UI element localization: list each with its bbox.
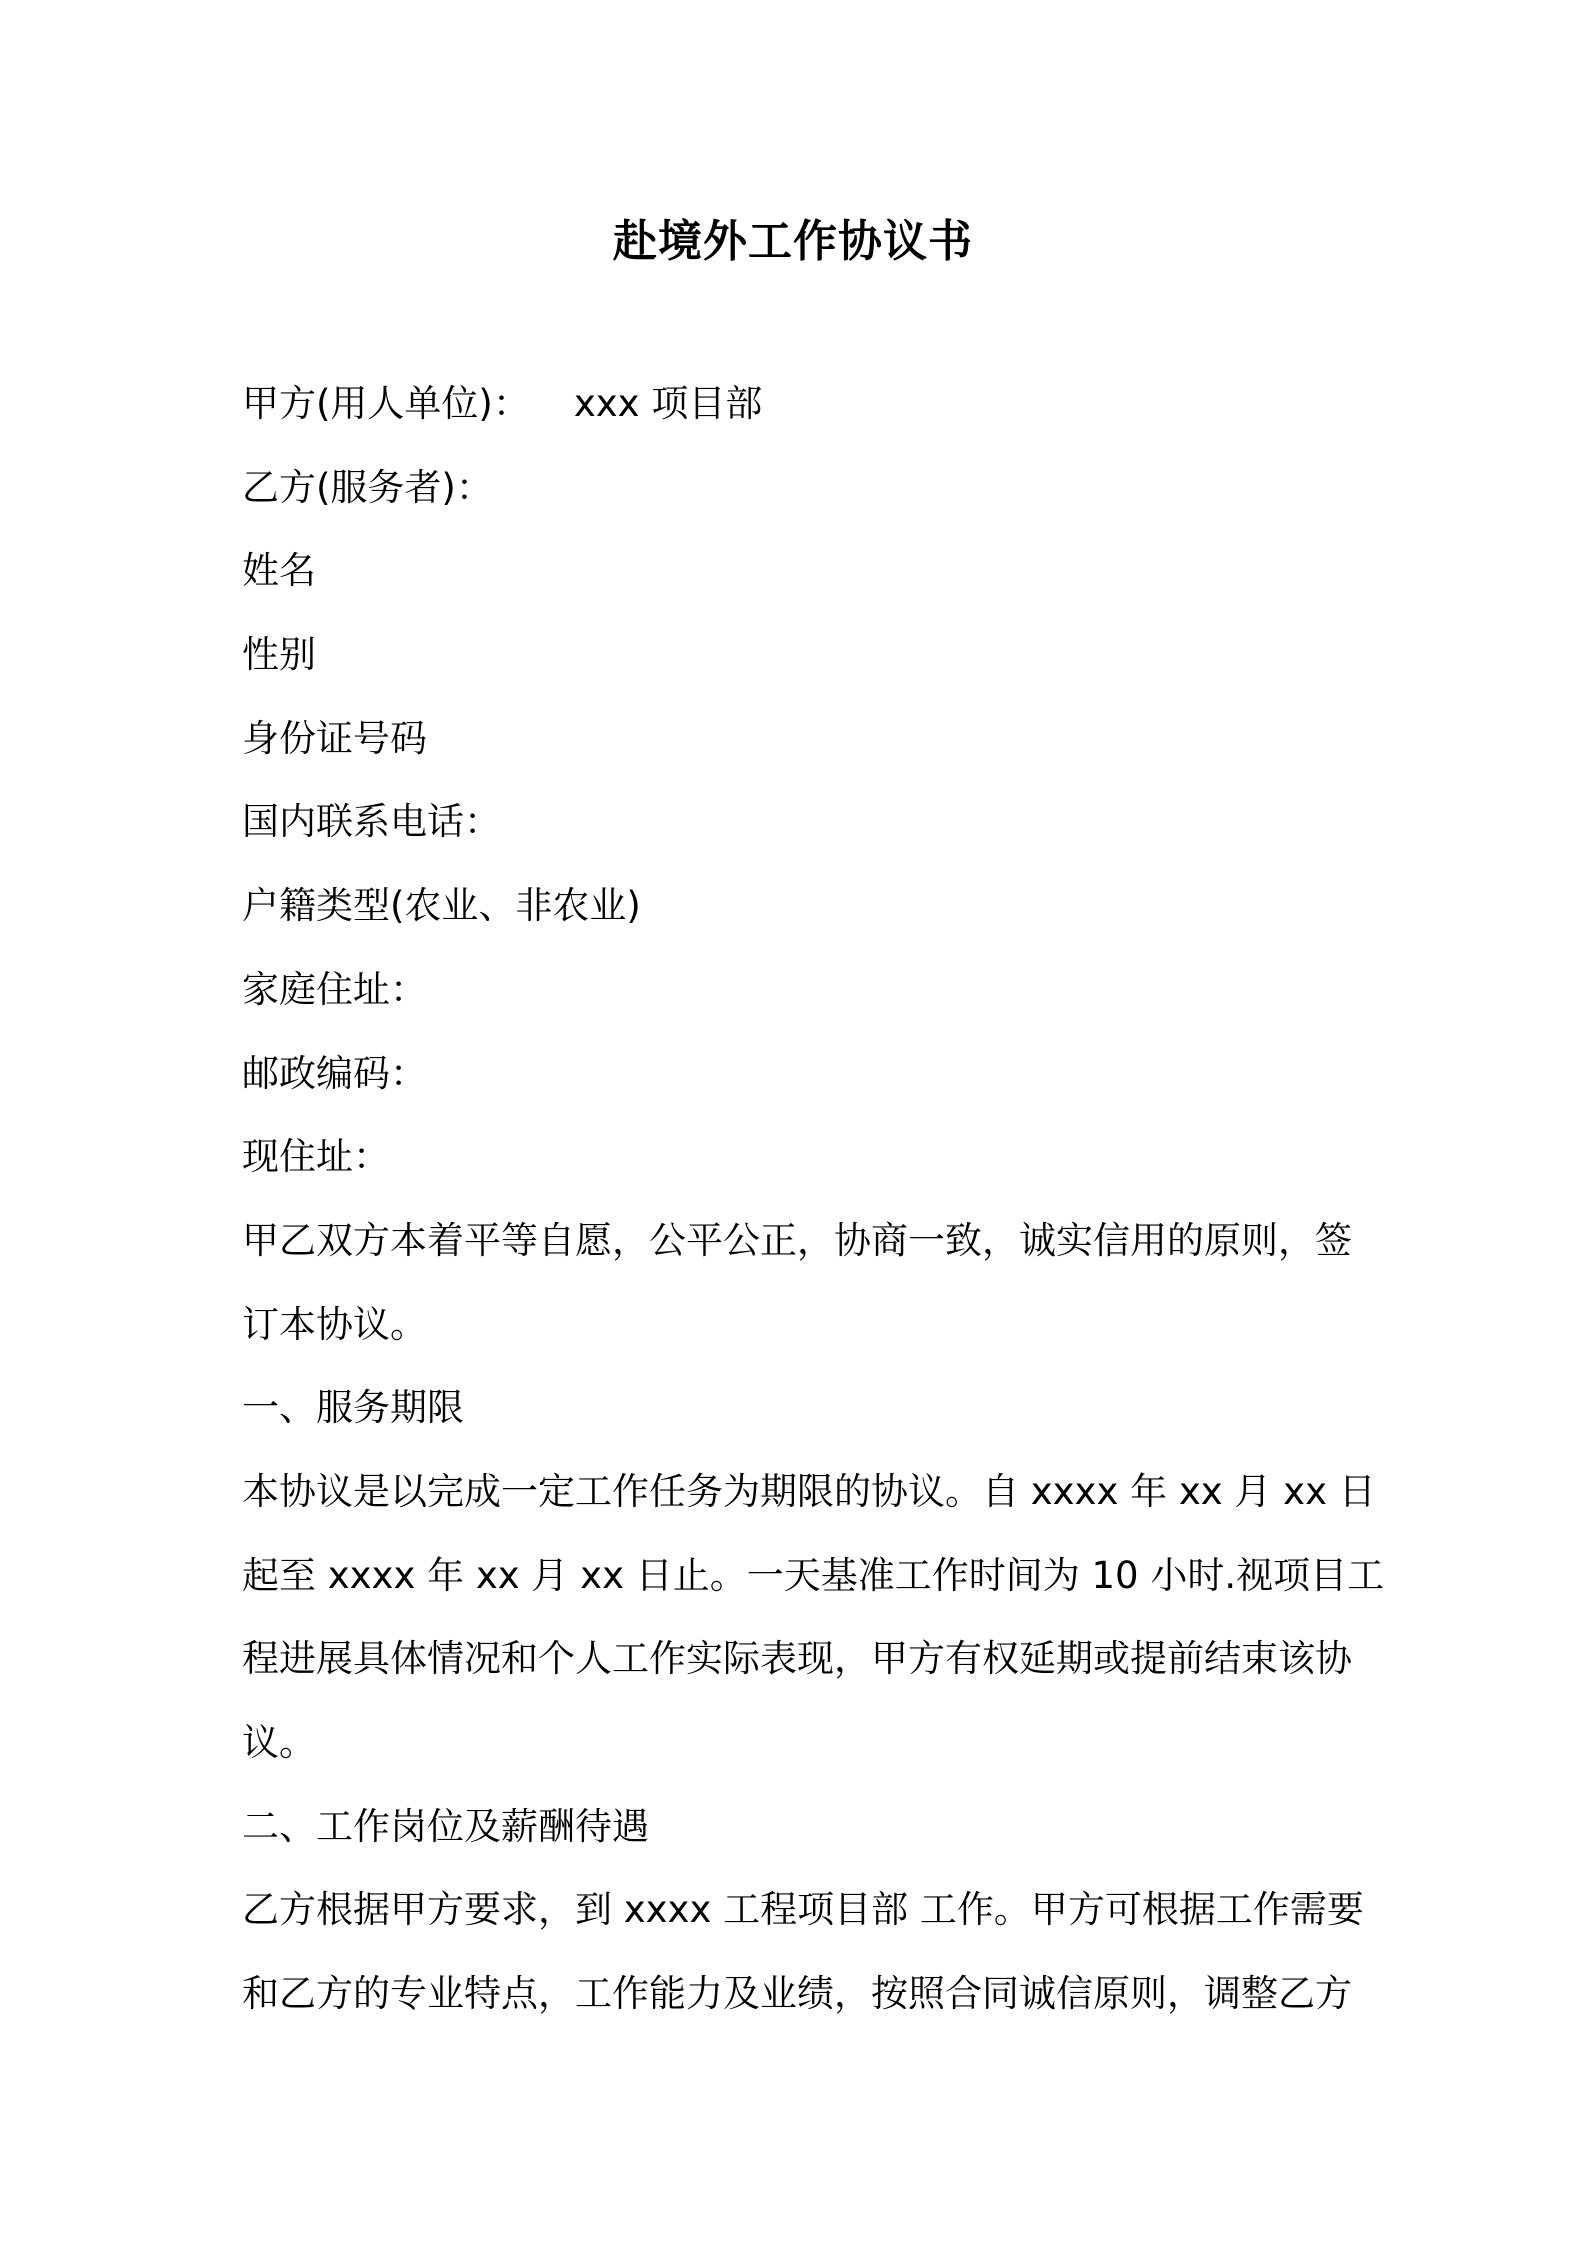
field-postal-code: 邮政编码：: [242, 1051, 427, 1095]
field-name: 姓名: [242, 549, 316, 593]
section-heading-position-pay: 二、工作岗位及薪酬待遇: [242, 1804, 649, 1848]
section1-line: 本协议是以完成一定工作任务为期限的协议。自 xxxx 年 xx 月 xx 日: [242, 1469, 1376, 1513]
party-b-label: 乙方(服务者)：: [242, 465, 493, 509]
field-current-address: 现住址：: [242, 1135, 390, 1179]
preamble-line: 订本协议。: [242, 1302, 427, 1346]
section1-line: 起至 xxxx 年 xx 月 xx 日止。一天基准工作时间为 10 小时.视项目工: [242, 1553, 1385, 1597]
document-title: 赴境外工作协议书: [613, 216, 973, 267]
section2-line: 和乙方的专业特点，工作能力及业绩，按照合同诚信原则，调整乙方: [242, 1972, 1352, 2016]
party-a-label: 甲方(用人单位)：: [242, 382, 530, 425]
document-body: [242, 362, 1385, 2036]
party-a-value: xxx 项目部: [573, 382, 763, 425]
field-gender: 性别: [242, 633, 316, 677]
field-household-type: 户籍类型(农业、非农业): [242, 884, 641, 928]
section1-line: 程进展具体情况和个人工作实际表现，甲方有权延期或提前结束该协: [242, 1637, 1352, 1681]
field-domestic-phone: 国内联系电话：: [242, 800, 501, 844]
party-a-line: [242, 362, 1358, 446]
section1-line: 议。: [242, 1721, 316, 1764]
field-id-number: 身份证号码: [242, 716, 427, 760]
section2-line: 乙方根据甲方要求，到 xxxx 工程项目部 工作。甲方可根据工作需要: [242, 1888, 1364, 1932]
field-home-address: 家庭住址：: [242, 967, 427, 1011]
preamble-line: 甲乙双方本着平等自愿，公平公正，协商一致，诚实信用的原则，签: [242, 1218, 1352, 1262]
section-heading-service-term: 一、服务期限: [242, 1386, 464, 1430]
